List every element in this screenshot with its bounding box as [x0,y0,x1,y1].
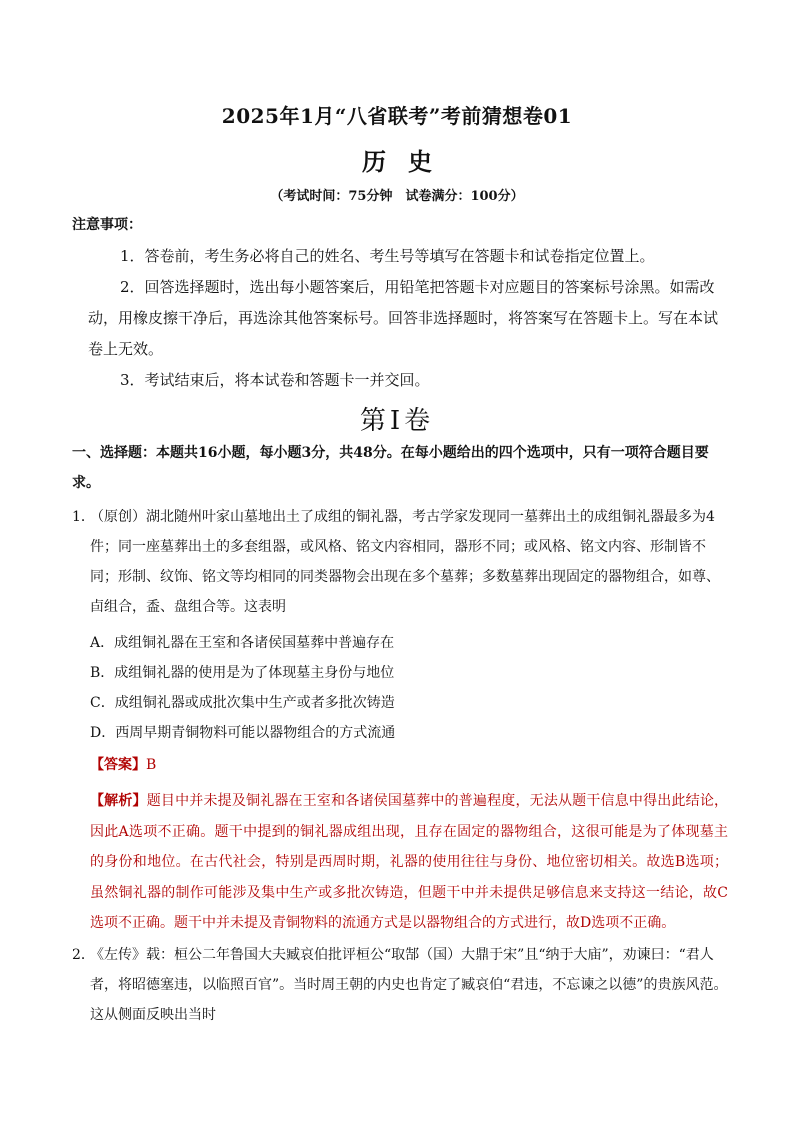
answer-value: B [146,757,157,773]
analysis-text: 题目中并未提及铜礼器在王室和各诸侯国墓葬中的普遍程度，无法从题干信息中得出此结论，因此A选项不正确。题干中提到的铜礼器成组出现，且存在固定的器物组合，这很可能是为了体现墓主的身份和地位。在古代社会，特别是西周时期，礼器的使用往往与身份、地位密切相关。故选B选项；虽然铜礼器的制作可能涉及集中生产或多批次铸造，但题干中并未提供足够信息来支持这一结论，故C选项不正确。题干中并未提及青铜物料的流通方式是以器物组合的方式进行，故D选项不正确。 [90,793,729,931]
question-2 [72,940,732,1030]
option-a: A．成组铜礼器在王室和各诸侯国墓葬中普遍存在 [90,635,395,651]
notice-item-1: 1．答卷前，考生务必将自己的姓名、考生号等填写在答题卡和试卷指定位置上。 [120,247,655,265]
analysis-block [90,786,728,939]
option-b: B．成组铜礼器的使用是为了体现墓主身份与地位 [90,665,395,681]
exam-info: （考试时间：75分钟 试卷满分：100分） [270,189,524,204]
question-1 [72,502,732,622]
subject-title: 历史 [362,147,454,176]
question-text: 《左传》载：桓公二年鲁国大夫臧哀伯批评桓公“取郜（国）大鼎于宋”且“纳于大庙”，劝谏曰：“君人者，将昭德塞违，以临照百官”。当时周王朝的内史也肯定了臧哀伯“君违，不忘谏之以德”的贵族风范。这从侧面反映出当时 [90,947,728,1023]
question-number: 2． [72,947,95,963]
section-instructions: 一、选择题：本题共16小题，每小题3分，共48分。在每小题给出的四个选项中，只有一项符合题目要求。 [72,445,709,491]
section-title: 第Ⅰ卷 [359,406,435,436]
option-c: C．成组铜礼器或成批次集中生产或者多批次铸造 [90,695,395,711]
answer-line [90,750,156,780]
notice-item-3: 3．考试结束后，将本试卷和答题卡一并交回。 [120,371,430,389]
notice-heading: 注意事项： [72,217,142,233]
question-number: 1． [72,509,95,525]
analysis-tag: 【解析】 [90,793,147,809]
question-text: （原创）湖北随州叶家山墓地出土了成组的铜礼器，考古学家发现同一墓葬出土的成组铜礼器最多为4件；同一座墓葬出土的多套组器，或风格、铭文内容相同，器形不同；或风格、铭文内容、形制皆不同；形制、纹饰、铭文等均相同的同类器物会出现在多个墓葬；多数墓葬出现固定的器物组合，如尊、卣组合，盉、盘组合等。这表明 [90,509,720,615]
notice-item-2: 2．回答选择题时，选出每小题答案后，用铅笔把答题卡对应题目的答案标号涂黑。如需改动，用橡皮擦干净后，再选涂其他答案标号。回答非选择题时，将答案写在答题卡上。写在本试卷上无效。 [88,278,719,358]
exam-title: 2025年1月“八省联考”考前猜想卷01 [221,104,573,128]
answer-tag: 【答案】 [90,757,146,773]
option-d: D．西周早期青铜物料可能以器物组合的方式流通 [90,725,396,741]
